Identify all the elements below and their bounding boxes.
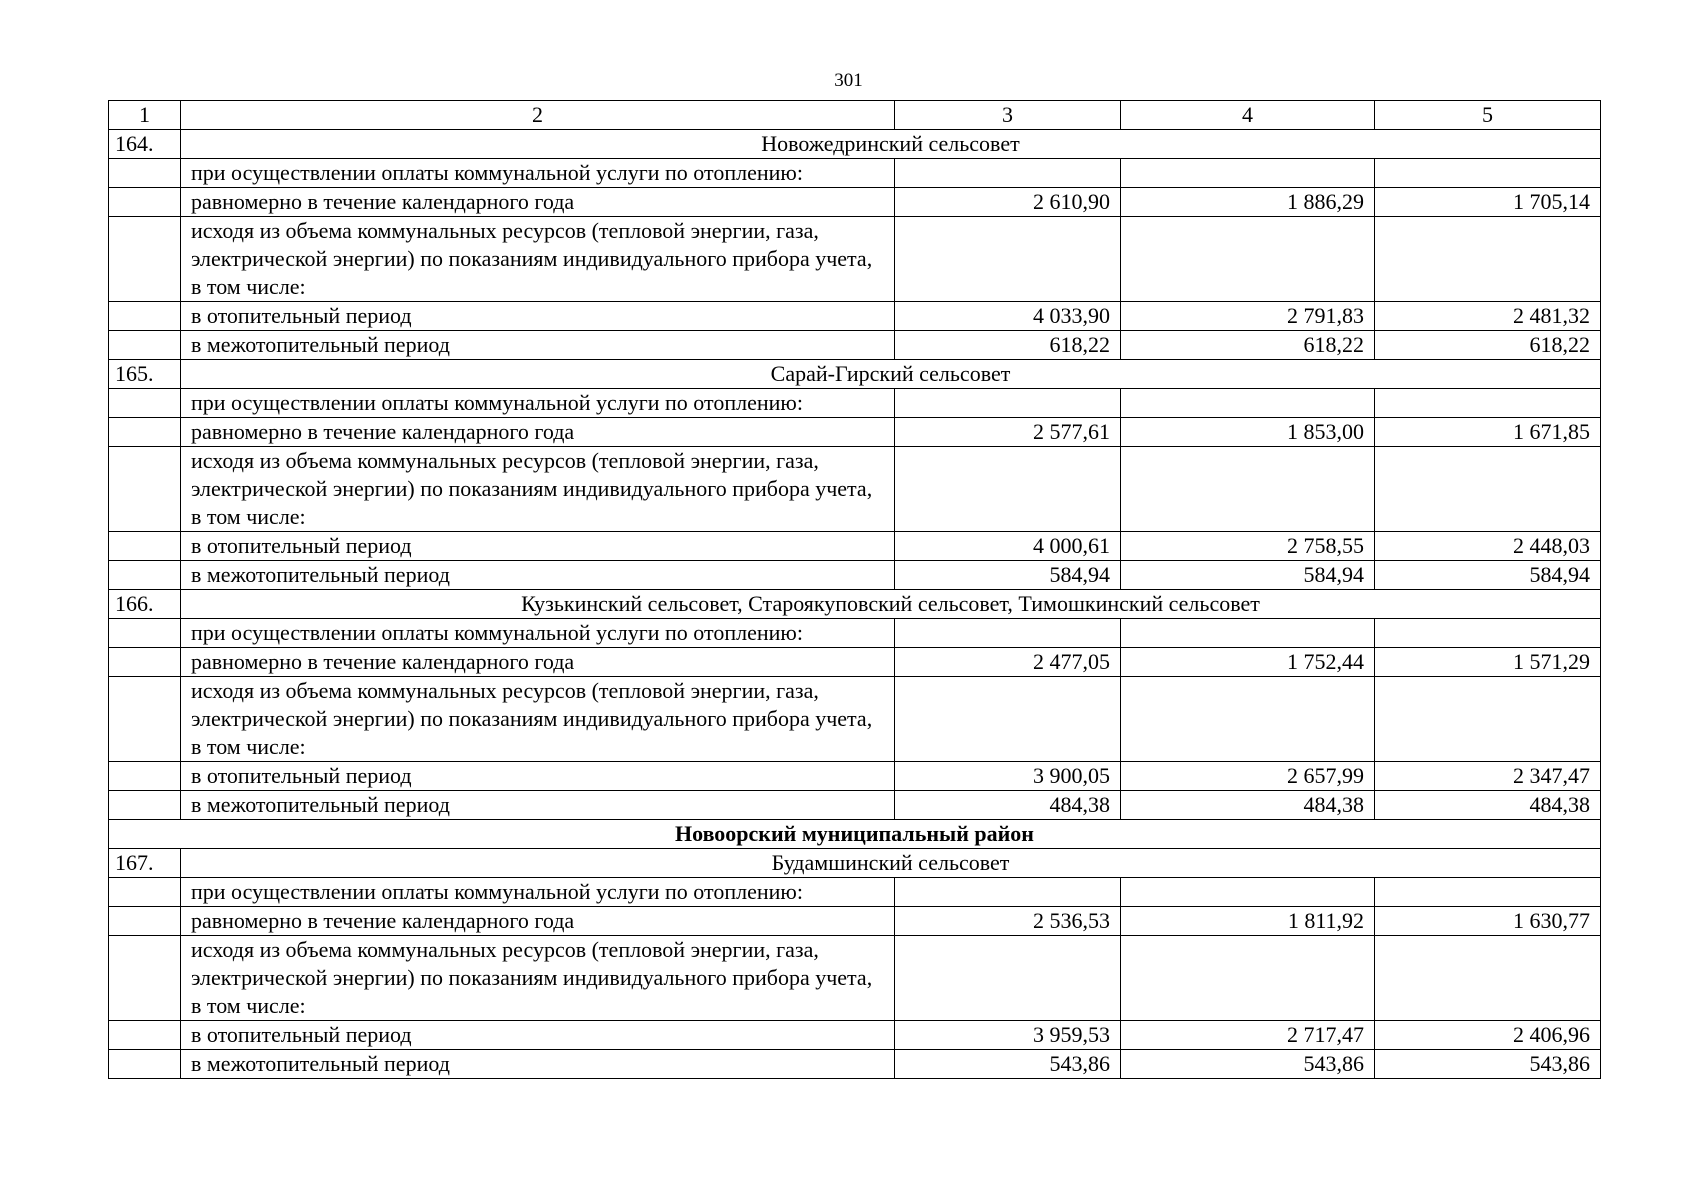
row-description: в межотопительный период — [181, 561, 895, 590]
row-value-col5: 1 705,14 — [1375, 188, 1601, 217]
table-row — [109, 302, 1601, 331]
row-number-cell — [109, 159, 181, 188]
row-value-col3: 4 000,61 — [895, 532, 1121, 561]
header-row — [109, 101, 1601, 130]
row-value-col3: 2 477,05 — [895, 648, 1121, 677]
row-value-col5: 2 481,32 — [1375, 302, 1601, 331]
row-value-col3: 543,86 — [895, 1050, 1121, 1079]
table-row — [109, 418, 1601, 447]
row-value-col4: 2 657,99 — [1121, 762, 1375, 791]
settlement-number: 165. — [109, 360, 181, 389]
row-value-col4: 584,94 — [1121, 561, 1375, 590]
row-description: в отопительный период — [181, 1021, 895, 1050]
row-description: в межотопительный период — [181, 791, 895, 820]
row-value-col5: 1 571,29 — [1375, 648, 1601, 677]
table-row — [109, 677, 1601, 762]
row-number-cell — [109, 677, 181, 762]
row-value-col5: 2 406,96 — [1375, 1021, 1601, 1050]
row-number-cell — [109, 447, 181, 532]
header-cell-4: 4 — [1121, 101, 1375, 130]
row-value-col5 — [1375, 447, 1601, 532]
row-value-col4 — [1121, 159, 1375, 188]
table-row — [109, 1050, 1601, 1079]
row-description: исходя из объема коммунальных ресурсов (тепловой энергии, газа, электрической энергии) по показаниям индивидуального прибора учета, в том числе: — [181, 447, 895, 532]
row-description: при осуществлении оплаты коммунальной услуги по отоплению: — [181, 159, 895, 188]
row-description: в отопительный период — [181, 532, 895, 561]
row-value-col5: 618,22 — [1375, 331, 1601, 360]
row-value-col3: 584,94 — [895, 561, 1121, 590]
row-value-col5: 584,94 — [1375, 561, 1601, 590]
row-value-col5: 543,86 — [1375, 1050, 1601, 1079]
row-description: исходя из объема коммунальных ресурсов (тепловой энергии, газа, электрической энергии) по показаниям индивидуального прибора учета, в том числе: — [181, 677, 895, 762]
settlement-name: Сарай-Гирский сельсовет — [181, 360, 1601, 389]
settlement-row — [109, 590, 1601, 619]
row-number-cell — [109, 188, 181, 217]
settlement-name: Новожедринский сельсовет — [181, 130, 1601, 159]
row-value-col3: 3 900,05 — [895, 762, 1121, 791]
row-value-col4: 1 752,44 — [1121, 648, 1375, 677]
row-value-col3 — [895, 389, 1121, 418]
row-value-col4: 484,38 — [1121, 791, 1375, 820]
settlement-number: 166. — [109, 590, 181, 619]
row-description: в отопительный период — [181, 302, 895, 331]
row-number-cell — [109, 762, 181, 791]
settlement-name: Будамшинский сельсовет — [181, 849, 1601, 878]
row-value-col4: 2 791,83 — [1121, 302, 1375, 331]
row-value-col4: 1 886,29 — [1121, 188, 1375, 217]
row-value-col4: 1 811,92 — [1121, 907, 1375, 936]
row-value-col3: 2 577,61 — [895, 418, 1121, 447]
row-value-col3 — [895, 936, 1121, 1021]
table-row — [109, 1021, 1601, 1050]
row-value-col3 — [895, 677, 1121, 762]
row-value-col4 — [1121, 389, 1375, 418]
row-value-col5: 1 630,77 — [1375, 907, 1601, 936]
table-row — [109, 619, 1601, 648]
header-cell-3: 3 — [895, 101, 1121, 130]
table-row — [109, 447, 1601, 532]
table-row — [109, 188, 1601, 217]
row-description: равномерно в течение календарного года — [181, 188, 895, 217]
header-cell-5: 5 — [1375, 101, 1601, 130]
row-value-col3 — [895, 878, 1121, 907]
row-description: исходя из объема коммунальных ресурсов (тепловой энергии, газа, электрической энергии) по показаниям индивидуального прибора учета, в том числе: — [181, 217, 895, 302]
row-value-col4: 2 717,47 — [1121, 1021, 1375, 1050]
row-number-cell — [109, 648, 181, 677]
row-number-cell — [109, 418, 181, 447]
row-value-col4: 618,22 — [1121, 331, 1375, 360]
row-value-col5: 2 448,03 — [1375, 532, 1601, 561]
row-value-col3: 2 610,90 — [895, 188, 1121, 217]
row-description: при осуществлении оплаты коммунальной услуги по отоплению: — [181, 878, 895, 907]
table-row — [109, 878, 1601, 907]
table-body — [109, 101, 1601, 1079]
row-value-col5 — [1375, 936, 1601, 1021]
row-number-cell — [109, 561, 181, 590]
row-value-col5 — [1375, 619, 1601, 648]
row-value-col4 — [1121, 878, 1375, 907]
row-value-col3 — [895, 159, 1121, 188]
row-value-col3: 4 033,90 — [895, 302, 1121, 331]
row-value-col4: 1 853,00 — [1121, 418, 1375, 447]
settlement-row — [109, 849, 1601, 878]
header-cell-1: 1 — [109, 101, 181, 130]
row-value-col3 — [895, 619, 1121, 648]
row-value-col5 — [1375, 159, 1601, 188]
row-value-col4: 2 758,55 — [1121, 532, 1375, 561]
district-row — [109, 820, 1601, 849]
table-row — [109, 936, 1601, 1021]
row-number-cell — [109, 389, 181, 418]
table-row — [109, 762, 1601, 791]
row-number-cell — [109, 791, 181, 820]
row-value-col3: 3 959,53 — [895, 1021, 1121, 1050]
row-value-col4 — [1121, 217, 1375, 302]
table-row — [109, 159, 1601, 188]
row-value-col3: 618,22 — [895, 331, 1121, 360]
row-value-col3: 484,38 — [895, 791, 1121, 820]
page-number: 301 — [834, 70, 863, 91]
row-value-col5: 484,38 — [1375, 791, 1601, 820]
row-description: в межотопительный период — [181, 331, 895, 360]
table-row — [109, 561, 1601, 590]
table-row — [109, 791, 1601, 820]
table-row — [109, 907, 1601, 936]
row-value-col4 — [1121, 936, 1375, 1021]
row-value-col5: 2 347,47 — [1375, 762, 1601, 791]
row-value-col3 — [895, 217, 1121, 302]
row-value-col3: 2 536,53 — [895, 907, 1121, 936]
row-description: равномерно в течение календарного года — [181, 418, 895, 447]
row-description: в отопительный период — [181, 762, 895, 791]
row-value-col5 — [1375, 878, 1601, 907]
table-row — [109, 389, 1601, 418]
row-number-cell — [109, 936, 181, 1021]
row-value-col5 — [1375, 389, 1601, 418]
row-value-col4: 543,86 — [1121, 1050, 1375, 1079]
tariff-table — [108, 100, 1601, 1079]
row-number-cell — [109, 302, 181, 331]
settlement-number: 164. — [109, 130, 181, 159]
header-cell-2: 2 — [181, 101, 895, 130]
settlement-row — [109, 130, 1601, 159]
row-value-col4 — [1121, 447, 1375, 532]
row-value-col5 — [1375, 217, 1601, 302]
row-number-cell — [109, 532, 181, 561]
row-value-col3 — [895, 447, 1121, 532]
row-description: равномерно в течение календарного года — [181, 648, 895, 677]
row-description: равномерно в течение календарного года — [181, 907, 895, 936]
row-number-cell — [109, 1050, 181, 1079]
row-value-col4 — [1121, 619, 1375, 648]
district-name: Новоорский муниципальный район — [109, 820, 1601, 849]
row-number-cell — [109, 217, 181, 302]
table-row — [109, 331, 1601, 360]
row-number-cell — [109, 878, 181, 907]
row-number-cell — [109, 331, 181, 360]
row-number-cell — [109, 907, 181, 936]
table-row — [109, 648, 1601, 677]
row-number-cell — [109, 1021, 181, 1050]
settlement-number: 167. — [109, 849, 181, 878]
row-description: в межотопительный период — [181, 1050, 895, 1079]
row-number-cell — [109, 619, 181, 648]
row-value-col5: 1 671,85 — [1375, 418, 1601, 447]
row-value-col5 — [1375, 677, 1601, 762]
row-value-col4 — [1121, 677, 1375, 762]
table-row — [109, 217, 1601, 302]
row-description: при осуществлении оплаты коммунальной услуги по отоплению: — [181, 619, 895, 648]
row-description: исходя из объема коммунальных ресурсов (тепловой энергии, газа, электрической энергии) по показаниям индивидуального прибора учета, в том числе: — [181, 936, 895, 1021]
settlement-name: Кузькинский сельсовет, Староякуповский сельсовет, Тимошкинский сельсовет — [181, 590, 1601, 619]
row-description: при осуществлении оплаты коммунальной услуги по отоплению: — [181, 389, 895, 418]
table-row — [109, 532, 1601, 561]
settlement-row — [109, 360, 1601, 389]
